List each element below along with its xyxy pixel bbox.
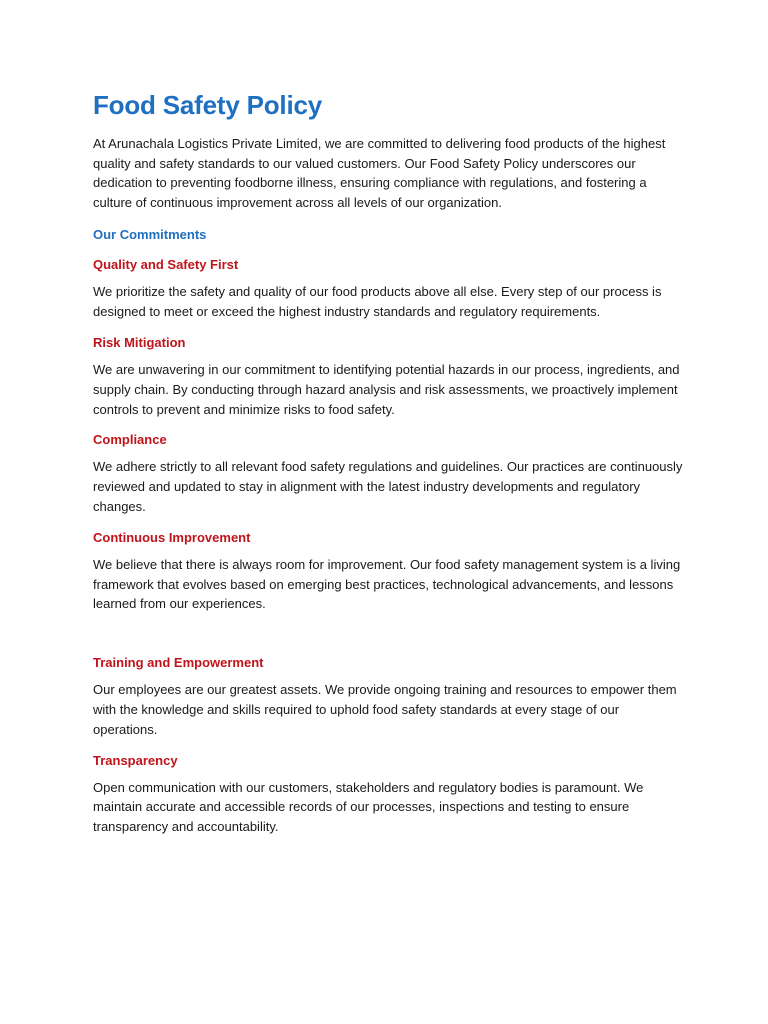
section-heading: Quality and Safety First xyxy=(93,257,239,273)
commitments-heading: Our Commitments xyxy=(93,227,207,243)
section-transparency xyxy=(93,752,683,837)
section-heading: Training and Empowerment xyxy=(93,655,264,671)
section-body: We are unwavering in our commitment to identifying potential hazards in our process, ingredients, and supply chain. By conducting through hazard analysis and risk assessments, we proactively implement controls to prevent and minimize risks to food safety. xyxy=(93,361,680,417)
section-heading: Risk Mitigation xyxy=(93,334,186,350)
section-continuous-improvement xyxy=(93,529,683,614)
section-body: We believe that there is always room for improvement. Our food safety management system is a living framework that evolves based on emerging best practices, technological advancements, and lessons learned from our experiences. xyxy=(93,556,681,612)
section-training-and-empowerment xyxy=(93,654,683,739)
page-title: Food Safety Policy xyxy=(93,90,323,120)
section-body: We adhere strictly to all relevant food safety regulations and guidelines. Our practices are continuously reviewed and updated to stay in alignment with the latest industry developments and regulatory changes. xyxy=(93,459,683,514)
section-heading: Compliance xyxy=(93,432,167,448)
section-body: Our employees are our greatest assets. We provide ongoing training and resources to empower them with the knowledge and skills required to uphold food safety standards at every stage of our operations. xyxy=(93,682,677,737)
section-risk-mitigation xyxy=(93,334,683,419)
section-body: We prioritize the safety and quality of our food products above all else. Every step of our process is designed to meet or exceed the highest industry standards and regulatory requirements. xyxy=(93,284,662,320)
section-compliance xyxy=(93,431,683,516)
section-heading: Transparency xyxy=(93,752,178,768)
intro-paragraph: At Arunachala Logistics Private Limited, we are committed to delivering food products of the highest quality and safety standards to our valued customers. Our Food Safety Policy underscores our dedication to preventing foodborne illness, ensuring compliance with regulations, and fostering a culture of continuous improvement across all levels of our organization. xyxy=(93,136,666,210)
section-quality-and-safety xyxy=(93,256,683,322)
section-heading: Continuous Improvement xyxy=(93,529,251,545)
document-page xyxy=(93,88,683,837)
section-body: Open communication with our customers, stakeholders and regulatory bodies is paramount. We maintain accurate and accessible records of our processes, inspections and testing to ensure transparency and accountability. xyxy=(93,779,644,835)
